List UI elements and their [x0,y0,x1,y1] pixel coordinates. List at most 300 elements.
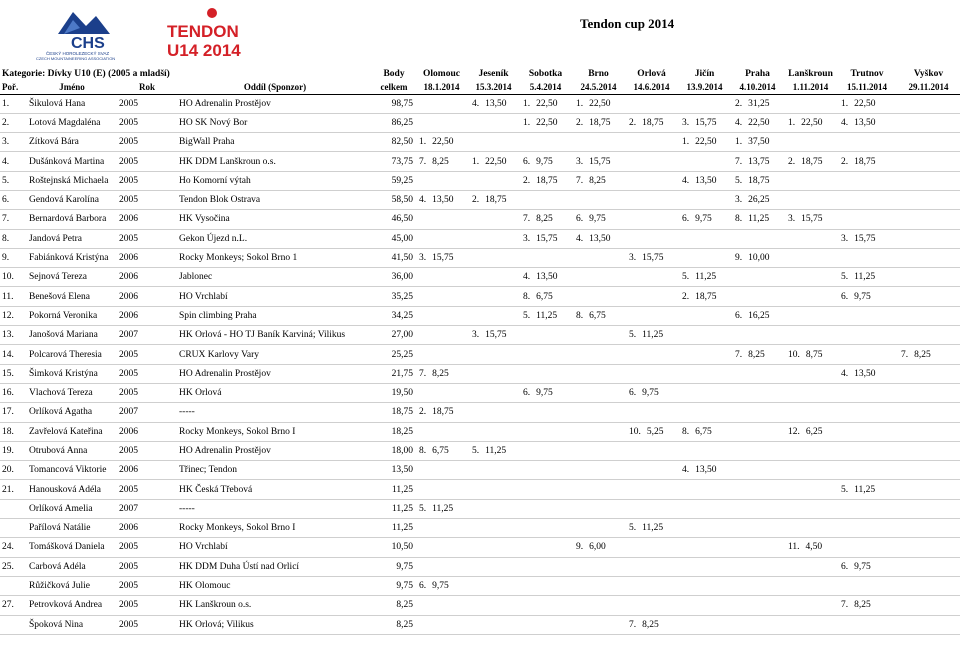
race-score: 13,50 [589,233,611,244]
col-top-jicin: Jičín [694,69,715,79]
row-name: Bernardová Barbora [27,210,117,229]
row-race-result [731,190,784,209]
row-race-result [519,403,572,422]
race-place: 6. [419,581,427,592]
row-race-result [837,461,897,480]
row-race-result [415,268,468,287]
row-race-result [625,422,678,441]
row-race-result [784,248,837,267]
race-place: 5. [419,503,427,514]
row-year: 2005 [117,229,177,248]
row-race-result [415,248,468,267]
race-place: 3. [419,253,427,264]
row-race-result [415,383,468,402]
row-name: Gendová Karolína [27,190,117,209]
row-total: 27,00 [373,326,415,345]
row-name: Janošová Mariana [27,326,117,345]
race-place: 4. [472,98,480,109]
row-race-result [731,171,784,190]
row-race-result [625,576,678,595]
row-race-result [731,94,784,113]
row-race-result [572,422,625,441]
row-race-result [678,441,731,460]
row-race-result [897,190,960,209]
row-race-result [415,94,468,113]
race-score: 11,25 [642,330,664,341]
table-row [0,190,960,209]
row-race-result [897,615,960,634]
row-race-result [519,461,572,480]
row-race-result [415,345,468,364]
col-top-brno: Brno [588,69,609,79]
row-race-result [572,499,625,518]
race-score: 13,50 [695,175,717,186]
race-place: 8. [576,310,584,321]
row-race-result [468,403,519,422]
row-total: 21,75 [373,364,415,383]
row-position: 5. [0,171,27,190]
row-club: Tendon Blok Ostrava [177,190,373,209]
table-row [0,576,960,595]
col-date-3: 5.4.2014 [519,81,572,94]
row-race-result [897,326,960,345]
row-race-result [415,113,468,132]
race-score: 9,75 [854,561,871,572]
row-race-result [572,268,625,287]
table-row [0,403,960,422]
race-place: 7. [735,349,743,360]
col-rok: Rok [117,81,177,94]
row-race-result [678,133,731,152]
row-race-result [784,383,837,402]
row-race-result [572,383,625,402]
row-race-result [625,480,678,499]
race-score: 22,50 [589,98,611,109]
row-club: HO Vrchlabí [177,538,373,557]
race-place: 5. [629,330,637,341]
table-row [0,94,960,113]
row-race-result [897,229,960,248]
row-position: 20. [0,461,27,480]
row-race-result [784,480,837,499]
race-place: 7. [419,156,427,167]
col-date-4: 24.5.2014 [572,81,625,94]
row-race-result [519,422,572,441]
row-race-result [897,538,960,557]
row-race-result [837,383,897,402]
row-race-result [572,576,625,595]
row-race-result [897,499,960,518]
row-race-result [625,152,678,171]
race-place: 6. [735,310,743,321]
row-race-result [468,306,519,325]
row-race-result [897,461,960,480]
row-total: 86,25 [373,113,415,132]
row-race-result [897,287,960,306]
row-race-result [625,557,678,576]
row-total: 11,25 [373,480,415,499]
row-race-result [897,383,960,402]
row-position: 25. [0,557,27,576]
race-place: 2. [629,117,637,128]
race-place: 5. [523,310,531,321]
table-row [0,538,960,557]
row-position [0,519,27,538]
race-score: 11,25 [854,272,876,283]
row-name: Zavřelová Kateřina [27,422,117,441]
race-place: 6. [523,156,531,167]
row-year: 2006 [117,268,177,287]
row-total: 8,25 [373,596,415,615]
race-score: 15,75 [695,117,717,128]
row-total: 18,25 [373,422,415,441]
race-place: 3. [629,253,637,264]
row-race-result [415,576,468,595]
col-oddil: Oddíl (Sponzor) [177,81,373,94]
row-race-result [415,615,468,634]
row-club: Gekon Újezd n.L. [177,229,373,248]
row-race-result [572,133,625,152]
row-name: Šikulová Hana [27,94,117,113]
race-score: 15,75 [432,253,454,264]
race-place: 10. [629,426,641,437]
race-place: 6. [841,561,849,572]
table-row [0,519,960,538]
row-race-result [837,210,897,229]
row-race-result [837,306,897,325]
row-year: 2005 [117,171,177,190]
row-position: 18. [0,422,27,441]
table-row [0,441,960,460]
race-place: 5. [841,272,849,283]
row-race-result [468,461,519,480]
row-position: 16. [0,383,27,402]
row-position [0,499,27,518]
row-race-result [519,383,572,402]
row-race-result [625,403,678,422]
table-row [0,229,960,248]
race-place: 1. [788,117,796,128]
row-race-result [784,94,837,113]
race-place: 2. [841,156,849,167]
cup-title: Tendon cup 2014 [580,16,675,31]
row-position: 19. [0,441,27,460]
row-position: 6. [0,190,27,209]
race-score: 6,75 [536,291,553,302]
row-race-result [731,615,784,634]
row-race-result [468,422,519,441]
row-race-result [468,596,519,615]
race-score: 13,50 [485,98,507,109]
row-race-result [519,210,572,229]
row-race-result [625,326,678,345]
race-score: 22,50 [748,117,770,128]
row-race-result [678,576,731,595]
row-race-result [837,326,897,345]
col-top-trutnov: Trutnov [850,69,884,79]
row-total: 25,25 [373,345,415,364]
col-celkem: celkem [373,81,415,94]
race-place: 7. [629,619,637,630]
row-race-result [519,113,572,132]
row-race-result [519,326,572,345]
row-race-result [468,248,519,267]
row-race-result [625,171,678,190]
row-name: Petrovková Andrea [27,596,117,615]
race-score: 8,25 [854,600,871,611]
row-race-result [837,403,897,422]
row-race-result [572,171,625,190]
race-score: 11,25 [485,445,507,456]
row-race-result [837,538,897,557]
table-row [0,480,960,499]
row-position: 2. [0,113,27,132]
row-race-result [678,190,731,209]
row-race-result [837,364,897,383]
row-year: 2005 [117,345,177,364]
col-date-2: 15.3.2014 [468,81,519,94]
race-place: 7. [419,368,427,379]
race-score: 8,25 [914,349,931,360]
row-total: 11,25 [373,519,415,538]
row-total: 35,25 [373,287,415,306]
race-place: 4. [576,233,584,244]
row-club: Spin climbing Praha [177,306,373,325]
row-race-result [897,441,960,460]
row-year: 2005 [117,576,177,595]
chs-logo [28,4,148,62]
row-total: 18,75 [373,403,415,422]
row-race-result [837,229,897,248]
table-row [0,268,960,287]
row-race-result [837,152,897,171]
row-race-result [784,171,837,190]
race-place: 6. [576,214,584,225]
race-place: 7. [735,156,743,167]
row-race-result [415,287,468,306]
row-year: 2005 [117,383,177,402]
tendon-logo-text: TENDON [167,22,239,41]
row-race-result [415,519,468,538]
row-total: 59,25 [373,171,415,190]
row-total: 8,25 [373,615,415,634]
row-race-result [897,171,960,190]
row-year: 2005 [117,152,177,171]
row-club: Rocky Monkeys, Sokol Brno I [177,422,373,441]
row-race-result [731,113,784,132]
row-race-result [625,538,678,557]
row-race-result [625,248,678,267]
col-top-lanskroun: Lanškroun [788,69,833,79]
row-year: 2005 [117,94,177,113]
row-race-result [731,403,784,422]
row-race-result [784,364,837,383]
row-race-result [415,557,468,576]
row-race-result [468,268,519,287]
row-position: 14. [0,345,27,364]
row-race-result [731,576,784,595]
row-club: Rocky Monkeys, Sokol Brno I [177,519,373,538]
row-race-result [625,596,678,615]
race-score: 18,75 [642,117,664,128]
row-race-result [678,268,731,287]
row-race-result [784,519,837,538]
row-name: Roštejnská Michaela [27,171,117,190]
row-race-result [572,538,625,557]
row-position: 1. [0,94,27,113]
row-race-result [625,94,678,113]
race-score: 9,75 [642,388,659,399]
row-race-result [678,306,731,325]
row-race-result [731,326,784,345]
race-score: 18,75 [748,175,770,186]
race-score: 8,25 [536,214,553,225]
race-score: 15,75 [801,214,823,225]
row-race-result [572,248,625,267]
row-race-result [837,576,897,595]
row-position [0,615,27,634]
row-name: Špoková Nina [27,615,117,634]
row-race-result [519,519,572,538]
race-place: 3. [576,156,584,167]
race-place: 2. [576,117,584,128]
row-race-result [519,287,572,306]
row-position: 15. [0,364,27,383]
row-race-result [519,171,572,190]
race-score: 18,75 [801,156,823,167]
row-race-result [678,345,731,364]
row-race-result [678,229,731,248]
race-score: 22,50 [485,156,507,167]
row-race-result [784,557,837,576]
row-race-result [468,615,519,634]
row-race-result [897,422,960,441]
row-race-result [897,94,960,113]
race-score: 11,25 [695,272,717,283]
row-race-result [519,306,572,325]
row-race-result [415,364,468,383]
table-row [0,306,960,325]
table-row [0,113,960,132]
race-place: 8. [523,291,531,302]
race-place: 10. [788,349,800,360]
race-place: 1. [841,98,849,109]
race-score: 18,75 [536,175,558,186]
row-race-result [519,615,572,634]
col-top-jesenik: Jeseník [478,69,509,79]
race-place: 8. [735,214,743,225]
row-total: 58,50 [373,190,415,209]
col-date-8: 1.11.2014 [784,81,837,94]
row-year: 2006 [117,461,177,480]
row-name: Jandová Petra [27,229,117,248]
row-race-result [572,441,625,460]
race-score: 8,25 [432,156,449,167]
race-place: 9. [576,542,584,553]
race-place: 2. [788,156,796,167]
table-row [0,152,960,171]
col-top-orlova: Orlová [637,69,666,79]
row-race-result [415,306,468,325]
row-name: Orlíková Agatha [27,403,117,422]
row-race-result [468,133,519,152]
table-row [0,422,960,441]
row-race-result [468,94,519,113]
col-date-5: 14.6.2014 [625,81,678,94]
row-race-result [572,615,625,634]
row-race-result [468,480,519,499]
row-name: Benešová Elena [27,287,117,306]
row-race-result [572,403,625,422]
row-race-result [837,171,897,190]
row-club: HO Vrchlabí [177,287,373,306]
row-race-result [468,538,519,557]
row-race-result [731,596,784,615]
table-row [0,287,960,306]
race-score: 15,75 [589,156,611,167]
row-race-result [519,152,572,171]
row-race-result [897,210,960,229]
row-year: 2005 [117,538,177,557]
col-top-body: Body [383,69,405,79]
row-race-result [415,190,468,209]
col-date-9: 15.11.2014 [837,81,897,94]
row-race-result [519,364,572,383]
race-score: 22,50 [536,117,558,128]
row-race-result [572,326,625,345]
row-race-result [468,171,519,190]
row-year: 2005 [117,615,177,634]
row-race-result [678,499,731,518]
row-total: 36,00 [373,268,415,287]
race-place: 4. [841,368,849,379]
row-club: HK Orlová - HO TJ Baník Karviná; Vilikus [177,326,373,345]
row-club: HK Orlová [177,383,373,402]
row-race-result [468,113,519,132]
row-race-result [897,576,960,595]
row-race-result [678,383,731,402]
row-year: 2006 [117,306,177,325]
race-score: 18,75 [485,195,507,206]
row-race-result [837,287,897,306]
col-date-1: 18.1.2014 [415,81,468,94]
table-row [0,499,960,518]
row-race-result [784,538,837,557]
row-race-result [784,229,837,248]
row-race-result [519,499,572,518]
race-score: 22,50 [854,98,876,109]
row-position: 24. [0,538,27,557]
svg-text:CZECH MOUNTAINEERING ASSOCIATI: CZECH MOUNTAINEERING ASSOCIATION [36,56,116,61]
row-position [0,576,27,595]
race-place: 1. [523,117,531,128]
row-club: HK Lanškroun o.s. [177,596,373,615]
row-race-result [897,113,960,132]
row-race-result [784,422,837,441]
row-race-result [731,557,784,576]
row-race-result [897,596,960,615]
race-place: 6. [682,214,690,225]
row-race-result [784,596,837,615]
row-position: 3. [0,133,27,152]
row-total: 98,75 [373,94,415,113]
row-race-result [678,461,731,480]
row-race-result [837,596,897,615]
race-place: 6. [523,388,531,399]
row-race-result [731,519,784,538]
race-place: 2. [472,195,480,206]
row-name: Polcarová Theresia [27,345,117,364]
